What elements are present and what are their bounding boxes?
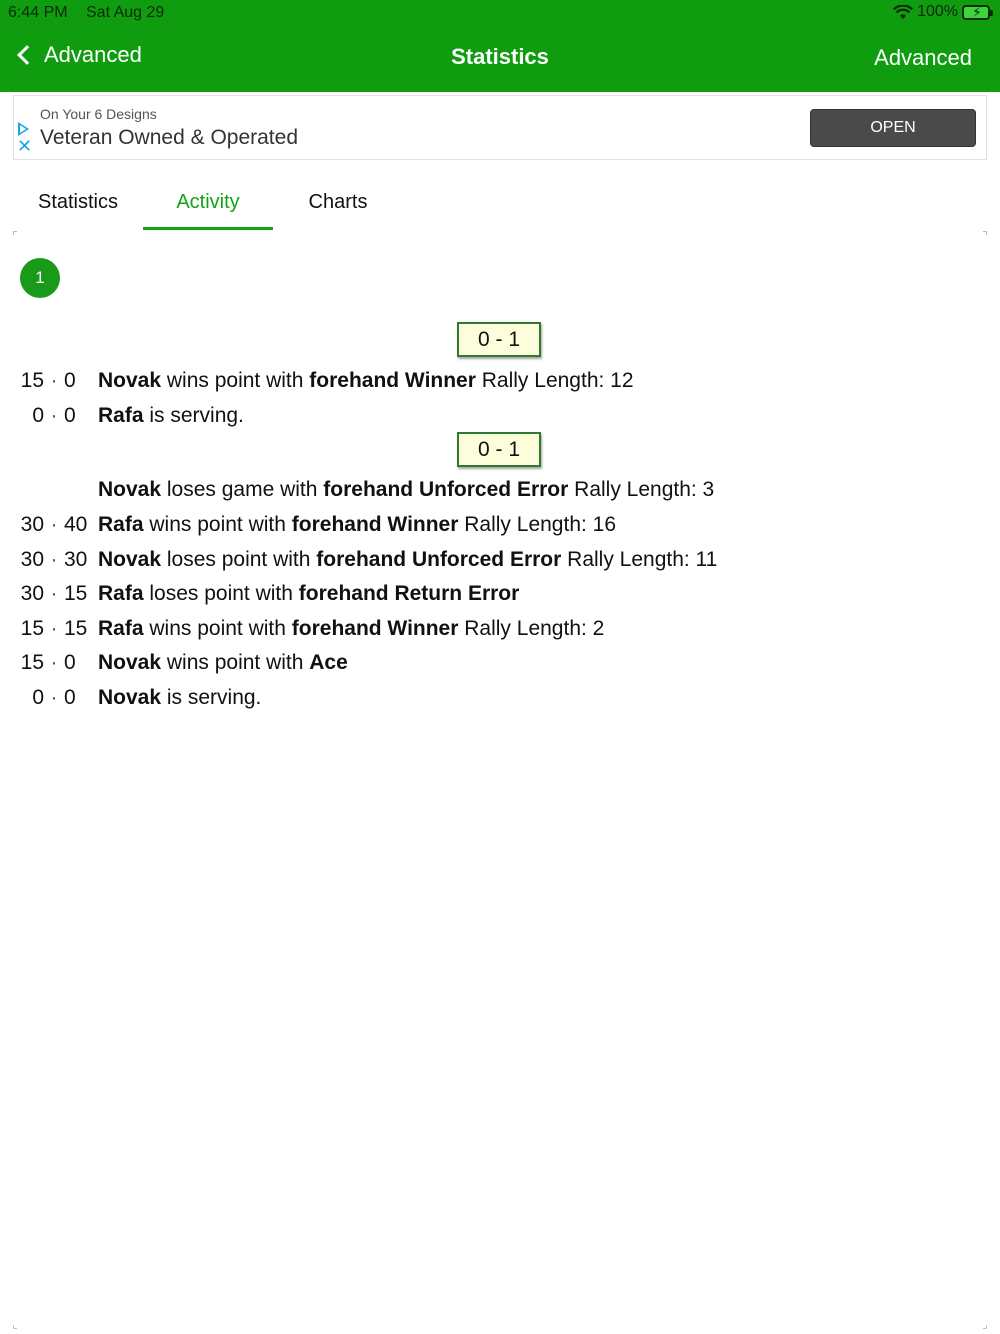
list-item xyxy=(0,473,1000,507)
corner-mark xyxy=(13,1325,17,1329)
wifi-icon xyxy=(893,5,913,20)
list-item xyxy=(0,681,1000,715)
ad-headline: Veteran Owned & Operated xyxy=(40,126,298,149)
list-item xyxy=(0,612,1000,646)
event-description: Rafa wins point with forehand Winner Rally Length: 16 xyxy=(98,513,617,536)
point-score: 30 · 40 xyxy=(20,513,88,536)
back-button[interactable] xyxy=(14,42,142,68)
point-score: 15 · 0 xyxy=(20,651,76,674)
adchoices-play-icon[interactable] xyxy=(18,122,29,136)
chevron-left-icon xyxy=(17,45,37,65)
point-score: 15 · 0 xyxy=(20,369,76,392)
corner-mark xyxy=(983,231,987,235)
ad-sponsor: On Your 6 Designs xyxy=(40,106,157,122)
set-number-badge[interactable]: 1 xyxy=(20,258,60,298)
tab-charts[interactable]: Charts xyxy=(308,191,368,213)
point-score: 15 · 15 xyxy=(20,617,88,640)
status-right xyxy=(893,3,990,21)
point-score: 0 · 0 xyxy=(32,404,76,427)
game-score-box: 0 - 1 xyxy=(457,432,541,467)
list-item xyxy=(0,364,1000,398)
list-item xyxy=(0,543,1000,577)
status-date: Sat Aug 29 xyxy=(86,4,165,21)
battery-percent: 100% xyxy=(917,3,958,20)
tab-activity[interactable]: Activity xyxy=(143,180,273,232)
tab-statistics[interactable]: Statistics xyxy=(37,191,119,213)
event-description: Rafa is serving. xyxy=(98,404,244,427)
tab-bar xyxy=(13,180,987,232)
back-button-label: Advanced xyxy=(44,42,142,67)
event-description: Novak loses point with forehand Unforced Error Rally Length: 11 xyxy=(98,548,718,571)
event-description: Novak is serving. xyxy=(98,686,262,709)
status-time: 6:44 PM xyxy=(8,4,68,21)
corner-mark xyxy=(983,1325,987,1329)
event-description: Novak loses game with forehand Unforced Error Rally Length: 3 xyxy=(98,478,715,501)
battery-icon: ⚡ xyxy=(962,5,990,20)
ad-banner[interactable] xyxy=(13,95,987,160)
game-score-box: 0 - 1 xyxy=(457,322,541,357)
point-score: 0 · 0 xyxy=(32,686,76,709)
list-item xyxy=(0,646,1000,680)
event-description: Rafa loses point with forehand Return Error xyxy=(98,582,520,605)
point-score: 30 · 30 xyxy=(20,548,88,571)
status-bar xyxy=(0,0,1000,26)
list-item xyxy=(0,577,1000,611)
close-icon[interactable]: ✕ xyxy=(17,136,33,156)
ad-open-button[interactable]: OPEN xyxy=(810,109,976,147)
page-title: Statistics xyxy=(451,44,549,69)
event-description: Novak wins point with Ace xyxy=(98,651,348,674)
event-description: Novak wins point with forehand Winner Rally Length: 12 xyxy=(98,369,634,392)
event-description: Rafa wins point with forehand Winner Rally Length: 2 xyxy=(98,617,605,640)
point-score: 30 · 15 xyxy=(20,582,88,605)
advanced-button[interactable]: Advanced xyxy=(874,45,972,70)
list-item xyxy=(0,508,1000,542)
navigation-bar xyxy=(0,26,1000,92)
list-item xyxy=(0,399,1000,433)
corner-mark xyxy=(13,231,17,235)
